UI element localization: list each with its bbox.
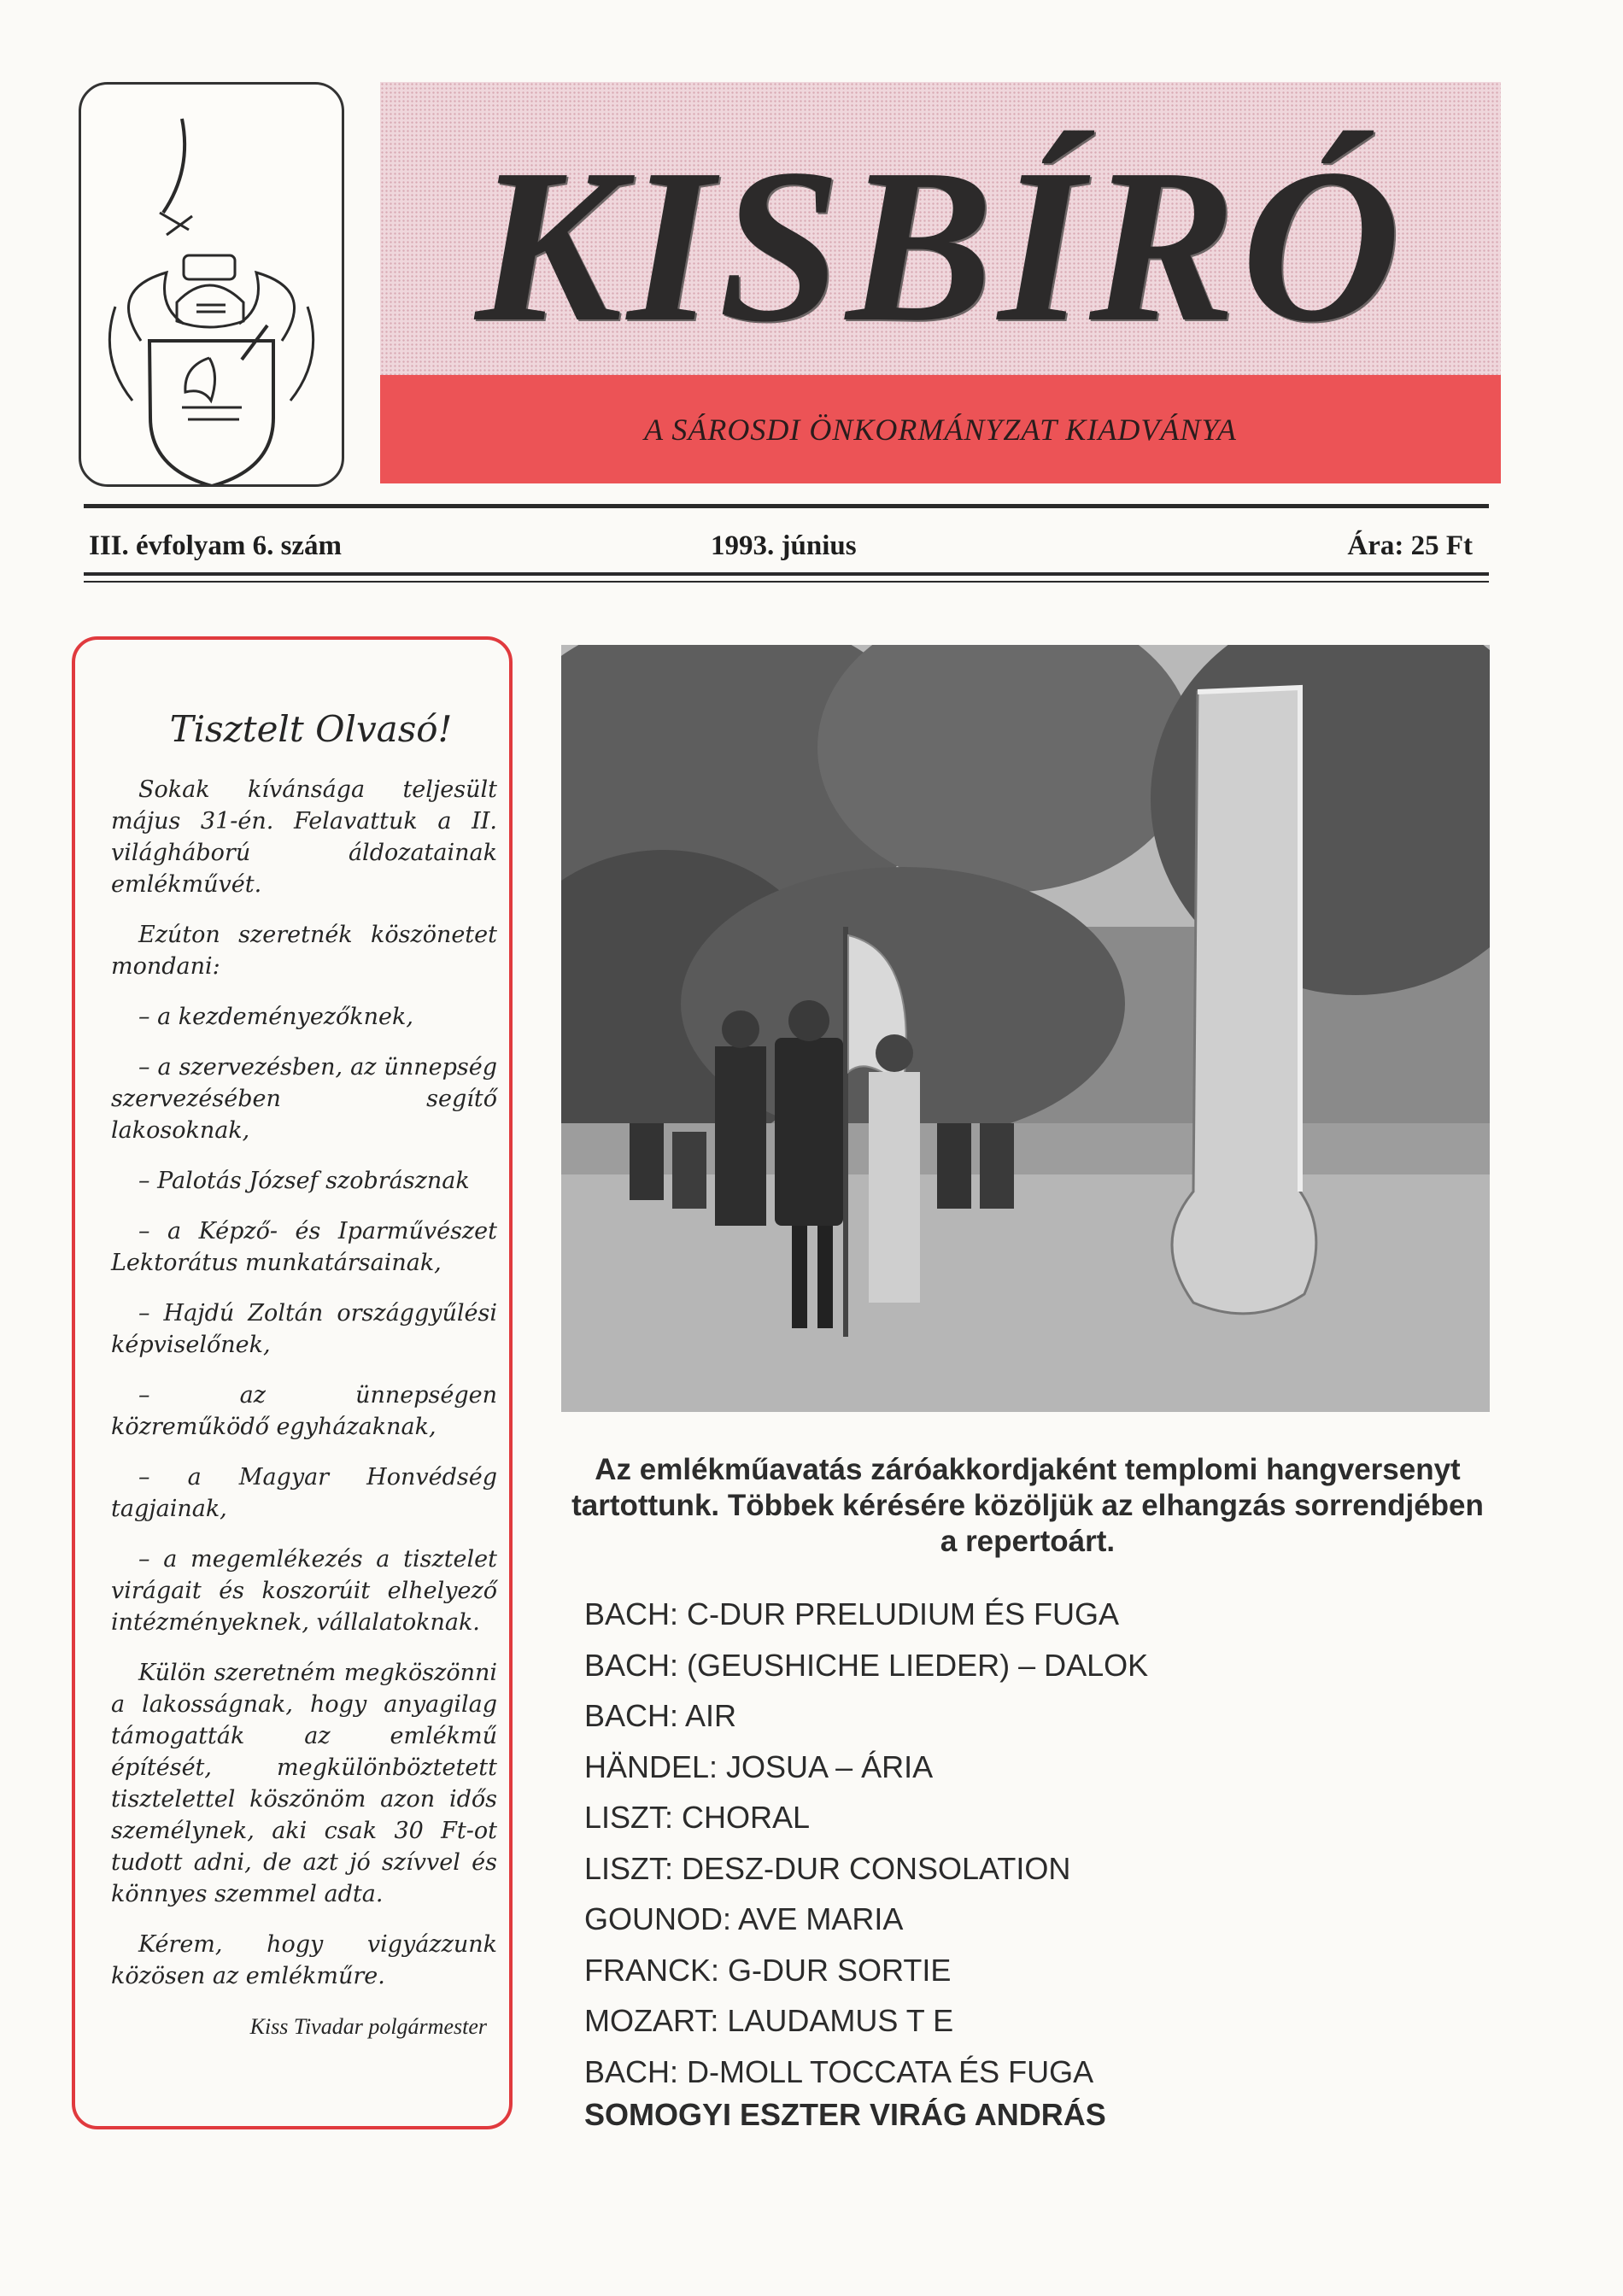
publisher-subtitle: A SÁROSDI ÖNKORMÁNYZAT KIADVÁNYA: [644, 413, 1237, 447]
issue-price: Ára: 25 Ft: [1347, 530, 1473, 561]
list-item: BACH: (GEUSHICHE LIEDER) – DALOK: [584, 1647, 1149, 1683]
mayor-letter: [72, 636, 513, 2129]
masthead: [380, 82, 1501, 483]
letter-paragraph: – a Képző- és Iparművészet Lektorátus munkatársainak,: [111, 1218, 497, 1276]
issue-volume: III. évfolyam 6. szám: [89, 530, 343, 561]
list-item: HÄNDEL: JOSUA – ÁRIA: [584, 1748, 934, 1784]
concert-intro: Az emlékműavatás záróakkordjaként templomi hangversenyt tartottunk. Többek kérésére közöljük az elhangzás sorrendjében a repertoárt.: [571, 1453, 1484, 1558]
letter-paragraph: – Palotás József szobrásznak: [138, 1168, 470, 1194]
coat-of-arms: [79, 82, 344, 487]
list-item: FRANCK: G-DUR SORTIE: [584, 1952, 952, 1988]
letter-paragraph: – a megemlékezés a tisztelet virágait és koszorúit elhelyező intézményeknek, vállalatoknak.: [111, 1546, 497, 1636]
letter-paragraph: – a kezdeményezőknek,: [138, 1004, 413, 1030]
letter-paragraph: – a szervezésben, az ünnepség szervezésében segítő lakosoknak,: [111, 1054, 497, 1144]
letter-greeting: Tisztelt Olvasó!: [169, 708, 453, 750]
memorial-photo: [561, 645, 1490, 1412]
bottom-rule-1: [84, 572, 1489, 576]
bottom-rule-2: [84, 581, 1489, 583]
list-item: BACH: AIR: [584, 1698, 737, 1733]
letter-paragraph: Ezúton szeretnék köszönetet mondani:: [111, 922, 497, 980]
list-item: BACH: C-DUR PRELUDIUM ÉS FUGA: [584, 1596, 1120, 1631]
newspaper-title: KISBÍRÓ: [475, 123, 1406, 367]
top-rule: [84, 504, 1489, 508]
list-item: MOZART: LAUDAMUS T E: [584, 2003, 954, 2038]
coat-of-arms-icon: [81, 85, 342, 484]
letter-paragraph: Sokak kívánsága teljesült május 31-én. Felavattuk a II. világháború áldozatainak emlékművét.: [111, 776, 497, 898]
issue-bar: [89, 525, 1473, 568]
letter-paragraph: Külön szeretném megköszönni a lakosságnak, hogy anyagilag támogatták az emlékmű építését, megkülönböztetett tisztelettel köszönöm azon idős személynek, aki csak 30 Ft-ot tudott adni, de azt jó szívvel és könnyes szemmel adta.: [111, 1660, 497, 1907]
letter-paragraph: Kérem, hogy vigyázzunk közösen az emlékműre.: [111, 1931, 497, 1989]
letter-paragraph: – Hajdú Zoltán országgyűlési képviselőnek,: [111, 1300, 497, 1358]
list-item: LISZT: DESZ-DUR CONSOLATION: [584, 1850, 1071, 1886]
repertoire-list: [584, 1589, 1148, 2097]
memorial-ceremony-photo: [561, 645, 1490, 1412]
letter-signature: Kiss Tivadar polgármester: [249, 2014, 487, 2039]
issue-date: 1993. június: [711, 530, 857, 561]
performers: SOMOGYI ESZTER VIRÁG ANDRÁS: [584, 2097, 1106, 2132]
list-item: LISZT: CHORAL: [584, 1800, 811, 1835]
letter-paragraph: – az ünnepségen közreműködő egyházaknak,: [111, 1382, 497, 1440]
list-item: GOUNOD: AVE MARIA: [584, 1901, 904, 1936]
letter-paragraph: – a Magyar Honvédség tagjainak,: [111, 1464, 497, 1522]
list-item: BACH: D-MOLL TOCCATA ÉS FUGA: [584, 2053, 1094, 2089]
